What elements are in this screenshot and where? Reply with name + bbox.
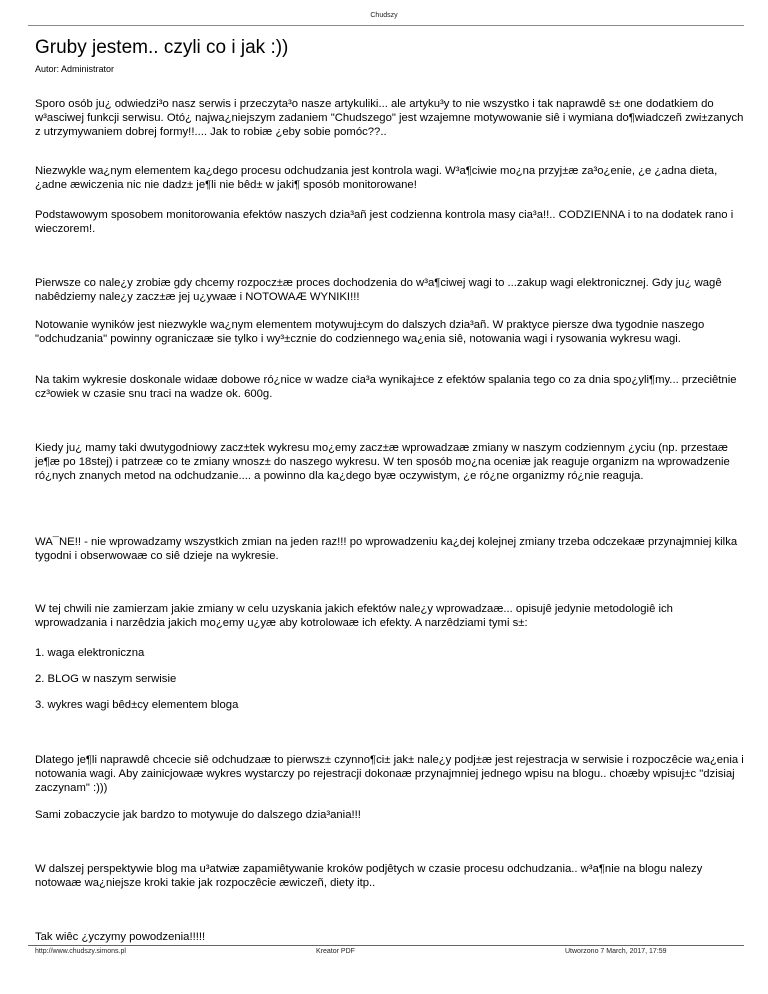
paragraph-intro: Sporo osób ju¿ odwiedzi³o nasz serwis i przeczyta³o nasze artykuliki... ale artyku³y to nie wszystko i tak naprawdê s± one dodatkiem do w³asciwej funkcji serwisu. Otó¿ najwa¿niejszym zadaniem "Chudszego" jest wzajemne motywowanie siê i wymiana do¶wiadczeñ zwi±zanych z utrzymywaniem dobrej formy!!.... Jak to robiæ ¿eby sobie pomóc??.. (35, 98, 744, 139)
paragraph-daily-control: Podstawowym sposobem monitorowania efektów naszych dzia³añ jest codzienna kontrola masy cia³a!!.. CODZIENNA i to na dodatek rano i wieczorem!. (35, 209, 734, 236)
footer-created-date: Utworzono 7 March, 2017, 17:59 (565, 948, 667, 955)
paragraph-two-week-start: Kiedy ju¿ mamy taki dwutygodniowy zacz±tek wykresu mo¿emy zacz±æ wprowadzaæ zmiany w naszym codziennym ¿yciu (np. przestaæ je¶æ po 18stej) i patrzeæ co te zmiany wnosz± do naszego wykresu. W ten sposób mo¿na oceniæ jak reaguje organizm na wprowadzenie ró¿nych znanych metod na odchudzanie.... a powinno dla ka¿dego byæ oczywistym, ¿e ró¿ne organizmy ró¿nie reaguja. (35, 442, 730, 483)
footer-generator: Kreator PDF (316, 948, 355, 955)
paragraph-chart-differences: Na takim wykresie doskonale widaæ dobowe ró¿nice w wadze cia³a wynikaj±ce z efektów spalania tego co za dnia spo¿yli¶my... przeciêtnie cz³owiek w czasie snu traci na wadze ok. 600g. (35, 374, 737, 401)
paragraph-motivation: Sami zobaczycie jak bardzo to motywuje do dalszego dzia³ania!!! (35, 809, 361, 821)
paragraph-registration: Dlatego je¶li naprawdê chcecie siê odchudzaæ to pierwsz± czynno¶ci± jak± nale¿y podj±æ jest rejestracja w serwisie i rozpoczêcie wa¿enia i notowania wagi. Aby zainicjowaæ wykres wystarczy po rejestracji dokonaæ przynajmniej jednego wpisu na blogu.. choæby wpisuj±c "dzisiaj zaczynam" :))) (35, 754, 744, 795)
paragraph-recording-results: Notowanie wyników jest niezwykle wa¿nym elementem motywuj±cym do dalszych dzia³añ. W praktyce piersze dwa tygodnie naszego "odchudzania" powinny ograniczaæ sie tylko i wy³±cznie do codziennego wa¿enia siê, notowania wagi i rysowania wykresu wagi. (35, 319, 705, 346)
article-title: Gruby jestem.. czyli co i jak :)) (35, 37, 289, 58)
article-author: Autor: Administrator (35, 64, 115, 74)
paragraph-good-luck: Tak wiêc ¿yczymy powodzenia!!!!! (35, 931, 206, 943)
footer-divider (28, 945, 744, 946)
paragraph-weight-control: Niezwykle wa¿nym elementem ka¿dego procesu odchudzania jest kontrola wagi. W³a¶ciwie mo¿na przyj±æ za³o¿enie, ¿e ¿adna dieta, ¿adne æwiczenia nic nie dadz± je¶li nie bêd± w jaki¶ sposób monitorowane! (35, 165, 718, 192)
list-item-blog: 2. BLOG w naszym serwisie (35, 673, 177, 685)
paragraph-buy-scale: Pierwsze co nale¿y zrobiæ gdy chcemy rozpocz±æ proces dochodzenia do w³a¶ciwej wagi to ...zakup wagi elektronicznej. Gdy ju¿ wagê nabêdziemy nale¿y zacz±æ jej u¿ywaæ i NOTOWAÆ WYNIKI!!! (35, 277, 722, 304)
paragraph-important: WA¯NE!! - nie wprowadzamy wszystkich zmian na jeden raz!!! po wprowadzeniu ka¿dej kolejnej zmiany trzeba odczekaæ przynajmniej kilka tygodni i obserwowaæ co siê dzieje na wykresie. (35, 536, 738, 563)
list-item-scale: 1. waga elektroniczna (35, 647, 145, 659)
page-header-site-name: Chudszy (370, 12, 398, 19)
list-item-chart: 3. wykres wagi bêd±cy elementem bloga (35, 699, 239, 711)
footer-url-link[interactable]: http://www.chudszy.simons.pl (35, 948, 126, 955)
paragraph-methodology: W tej chwili nie zamierzam jakie zmiany w celu uzyskania jakich efektów nale¿y wprowadzaæ... opisujê jedynie metodologiê ich wprowadzania i narzêdzia jakich mo¿emy u¿yæ aby kotrolowaæ ich efekty. A narzêdziami tymi s±: (35, 603, 673, 630)
header-divider (28, 25, 744, 26)
paragraph-blog-perspective: W dalszej perspektywie blog ma u³atwiæ zapamiêtywanie kroków podjêtych w czasie procesu odchudzania.. w³a¶nie na blogu nalezy notowaæ wa¿niejsze kroki takie jak rozpoczêcie æwiczeñ, diety itp.. (35, 863, 703, 890)
